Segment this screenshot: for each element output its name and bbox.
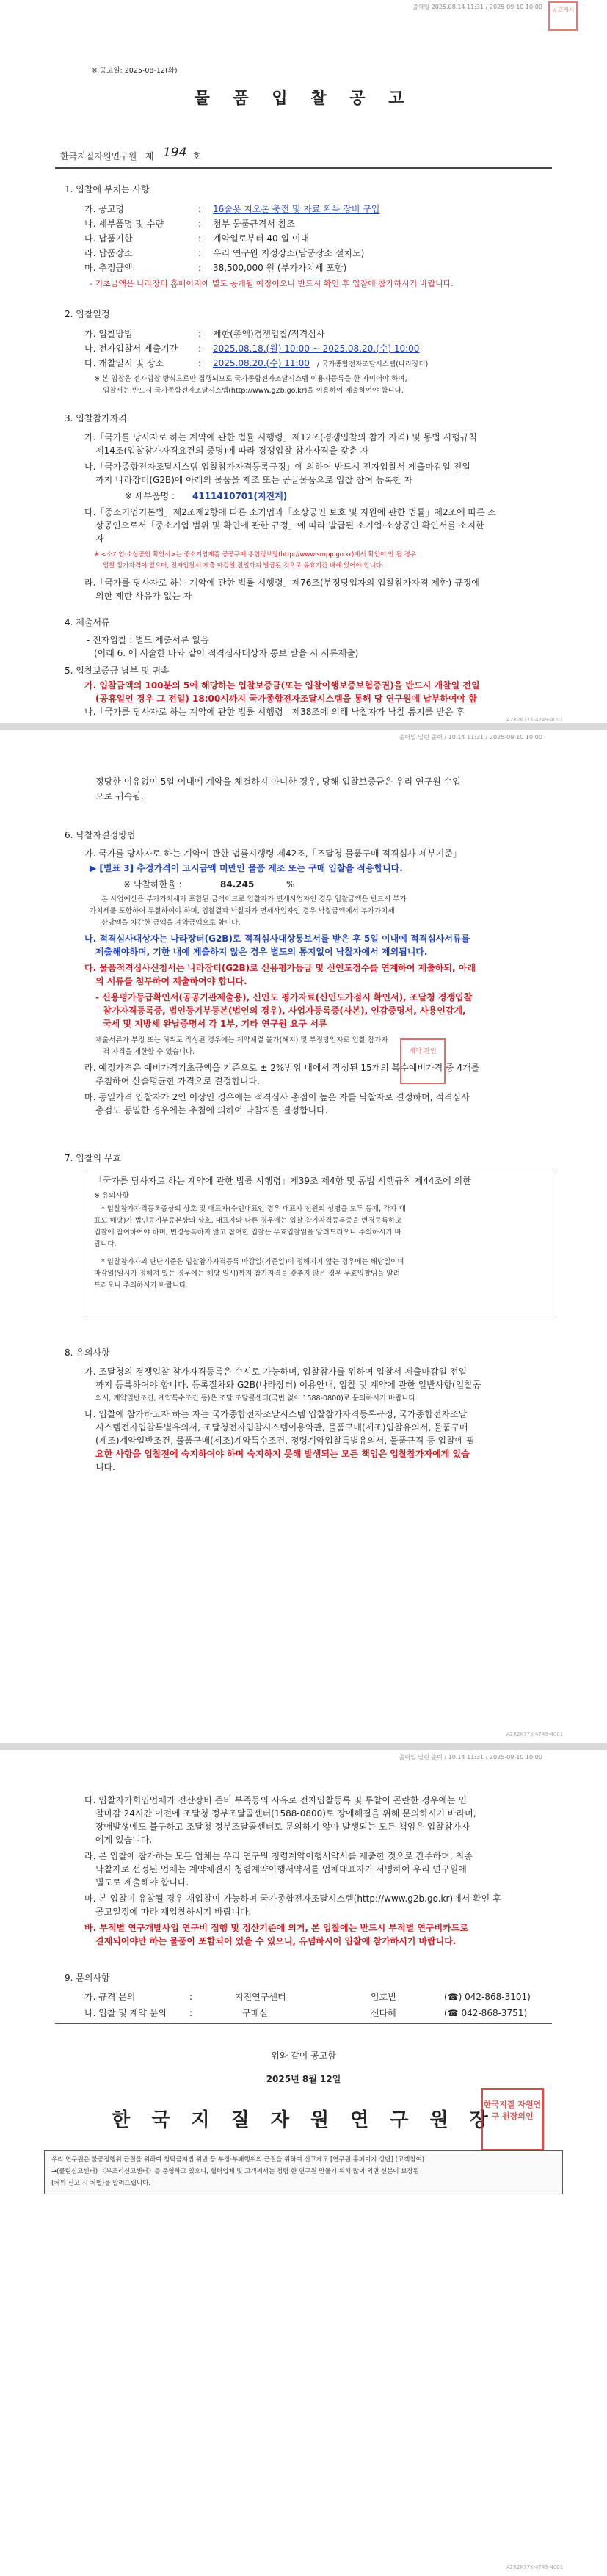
- doc-code-1: A2R2K77X-4749-4001: [506, 717, 564, 723]
- sec8-da-3: 장애발생에도 불구하고 조달청 정부조달콜센터로 문의하지 않아 발생되는 모든 책임은 입찰참가자: [95, 1822, 470, 1832]
- contract-stamp: 계약 관인: [400, 1038, 446, 1084]
- item-value: 4111410701(지진계): [192, 491, 288, 501]
- sec8-na-4: 요한 사항을 입찰전에 숙지하여야 하며 숙지하지 못해 발생되는 모든 책임은 입찰참가자에게 있습: [95, 1449, 470, 1459]
- sec8-ba-1: 바. 부적별 연구개발사업 연구비 집행 및 정산기준에 의거, 본 입찰에는 반드시 부적별 연구비카드로: [84, 1923, 468, 1933]
- sec7-box-1: 「국가를 당사자로 하는 계약에 관한 법률 시행령」제39조 제4항 및 동법 시행규칙 제44조에 의한: [94, 1176, 471, 1186]
- sec1-value-2: 계약일로부터 40 일 이내: [213, 233, 310, 244]
- sec3-ga-2: 제14조(입찰참가자격요건의 증명)에 따라 경쟁입찰 참가자격을 갖춘 자: [95, 445, 369, 456]
- sec2-label-0: 가. 입찰방법: [84, 329, 133, 339]
- integrity-line-1: 우리 연구원은 불공정행위 근절을 위하여 청탁금지법 위반 등 부정·부패행위의 근절을 위하여 신고제도 [연구원 홈페이지 상단] (고객참여): [51, 2156, 425, 2164]
- sec7-box-3: * 입찰참가자격등록증상의 상호 및 대표자(수인대표인 경우 대표자 전원의 성명을 모두 등재, 각자 대: [101, 1205, 406, 1213]
- inquiry-tel-1: (☎ 042-868-3751): [444, 2008, 528, 2018]
- sec3-na-2: 까지 나라장터(G2B)에 아래의 물품을 제조 또는 공급물품으로 입찰 참여 등록한 자: [95, 475, 413, 485]
- inquiry-name-0: 임호빈: [371, 1992, 396, 2002]
- open-place: / 국가종합전자조달시스템(나라장터): [317, 360, 429, 368]
- sec6-ra-1: 라. 예정가격은 예비가격기초금액을 기준으로 ± 2%범위 내에서 작성된 15개의 복수예비가격 중 4개를: [84, 1063, 480, 1073]
- sec7-box-6: 랍니다.: [94, 1240, 117, 1248]
- closing-line: 위와 같이 공고함: [271, 2051, 336, 2061]
- sec6-ra-2: 추첨하여 산술평균한 가격으로 결정합니다.: [95, 1076, 260, 1086]
- sec6-heading: 6. 낙찰자결정방법: [65, 830, 136, 840]
- sec1-value-0: 16술옷 지오톤 충전 및 자료 획득 장비 구입: [213, 204, 380, 214]
- print-info-3: 출력일 밀린 출력 / 10.14 11:31 / 2025-09-10 10:00: [399, 1754, 542, 1761]
- sec7-box-4: 표도 해당)가 법인등기부등본상의 상호, 대표자와 다른 경우에는 입찰 참가자격등록증을 변경등록하고: [94, 1217, 402, 1225]
- invalid-bid-box: [87, 1171, 556, 1317]
- signature-line: 한 국 지 질 자 원 연 구 원 장: [112, 2109, 495, 2131]
- sec8-na-5: 니다.: [95, 1462, 115, 1472]
- sec2-heading: 2. 입찰일정: [65, 309, 110, 319]
- sec8-ma-1: 마. 본 입찰이 유찰될 경우 재입찰이 가능하며 국가종합전자조달시스템(http://www.g2b.go.kr)에서 확인 후: [84, 1893, 501, 1904]
- print-info: 출력일 2025.08.14 11:31 / 2025-09-10 10:00: [412, 4, 542, 10]
- org-ho: 호: [192, 151, 201, 161]
- sec2-note-1: ※ 본 입찰은 전자입찰 방식으로만 집행되므로 국가종합전자조달시스템 이용자등록을 한 자이어야 하며,: [94, 375, 407, 383]
- sec2-note-2: 입찰서는 반드시 국가종합전자조달시스템(http://www.g2b.go.kr)을 이용하여 제출하여야 합니다.: [103, 387, 404, 395]
- sec8-da-2: 찰마감 24시간 이전에 조달청 정부조달콜센터(1588-0800)로 장애해결을 위해 문의하시기 바라며,: [95, 1808, 476, 1819]
- inquiry-name-1: 신다혜: [371, 2008, 396, 2018]
- integrity-line-2: →(클린신고센터) 〈부조리신고센터〉를 운영하고 있으니, 협력업체 및 고객께서는 청렴 한 연구원 만들기 위해 많이 외면 신분이 보장됨: [51, 2168, 419, 2175]
- sec5-na-1: 나.「국가를 당사자로 하는 계약에 관한 법률 시행령」제38조에 의해 낙찰자가 낙찰 통지를 받은 후: [84, 707, 465, 717]
- sec6-docs-note-2: 격 자격을 제한할 수 있습니다.: [103, 1048, 195, 1056]
- sec5-ga-1: 가. 입찰금액의 100분의 5에 해당하는 입찰보증금(또는 입찰이행보증보험증권)을 반드시 개찰일 전일: [84, 680, 480, 691]
- inquiry-dept-1: 구매실: [242, 2008, 268, 2018]
- sec6-ga-2: ▶ [별표 3] 추정가격이 고시금액 미만인 물품 제조 또는 구매 입찰을 적용합니다.: [90, 863, 403, 873]
- sec2-label-2: 다. 개찰일시 및 장소: [84, 358, 164, 368]
- sec6-docs-1: - 신용평가등급확인서(공공기관제출용), 신인도 평가자료(신인도가점시 확인서), 조달청 경쟁입찰: [95, 992, 473, 1003]
- sec3-da-1: 다.「중소기업기본법」제2조제2항에 따른 소기업과「소상공인 보호 및 지원에 관한 법률」제2조에 따른 소: [84, 507, 497, 517]
- sec5-heading: 5. 입찰보증금 납부 및 귀속: [65, 666, 170, 676]
- inquiry-dept-0: 지진연구센터: [235, 1992, 286, 2002]
- sec8-na-3: (제조)계약일반조건, 물품구매(제조)계약특수조건, 정령계약입찰특별유의서, 물품규격 등 입찰에 필: [95, 1436, 475, 1446]
- document-page-1: 출력일 2025.08.14 11:31 / 2025-09-10 10:00 공고게시 ※ 공고일: 2025-08-12(화) 물 품 입 찰 공 고 한국지질자원연구원 제 194 호 1. 입찰에 부치는 사항 가. 공고명 : 16술옷 지오톤 충전 및 자료 획득 장비 구입 나. 세부품명 및 수량 : 첨부 물품규격서 참조 다. 납품기한 : 계약일로부터 40 일 이내 라. 납품장소 : 우리 연구원 지정장소(남품장소 설치도) 마. 추정금액 : 38,500,000 원 (부가가치세 포함) - 기초금액은 나라장터 홈페이지에 별도 공개될 예정이오니 반드시 확인 후 입찰에 참가하시기 바랍니다. 2. 입찰일정 가. 입찰방법 : 제한(총액)경쟁입찰/적격심사 나. 전자입찰서 제출기간 : 2025.08.18.(월) 10:00 ~ 2025.08.20.(수) 10:00 다. 개찰일시 및 장소 : 2025.08.20.(수) 11:00 / 국가종합전자조달시스템(나라장터) ※ 본 입찰은 전자입찰 방식으로만 집행되므로 국가종합전자조달시스템 이용자등록을 한 자이어야 하며, 입찰서는 반드시 국가종합전자조달시스템(http://www.g2b.go.kr)을 이용하여 제출하여야 합니다. 3. 입찰참가자격 가.「국가를 당사자로 하는 계약에 관한 법률 시행령」제12조(경쟁입찰의 참가 자격) 및 동법 시행규칙 제14조(입찰참가자격요건의 증명)에 따라 경쟁입찰 참가자격을 갖춘 자 나.「국가종합전자조달시스템 입찰참가자격등록규정」에 의하여 반드시 전자입찰서 제출마감일 전일 까지 나라장터(G2B)에 아래의 물품을 제조 또는 공급물품으로 입찰 참여 등록한 자 ※ 세부품명 : 4111410701(지진계) 다.「중소기업기본법」제2조제2항에 따른 소기업과「소상공인 보호 및 지원에 관한 법률」제2조에 따른 소 상공인으로서「중소기업 범위 및 확인에 관한 규정」에 따라 발급된 소기업·소상공인 확인서를 소지한 자 ※ <소기업·소상공인 확인서>는 중소기업제품 공공구매 종합정보망(http://www.smpp.go.kr)에서 확인이 안 될 경우 입찰 참가자격이 없으며, 전자입찰서 제출 마감일 전일까지 발급된 것으로 유효기간 내에 있어야 합니다. 라.「국가를 당사자로 하는 계약에 관한 법률 시행령」제76조(부정당업자의 입찰참가자격 제한) 규정에 의한 제한 사유가 없는 자 4. 제출서류 - 전자입찰 : 별도 제출서류 없음 (이래 6. 에 서술한 바와 같이 적격심사대상자 통보 받을 시 서류제출) 5. 입찰보증금 납부 및 귀속 가. 입찰금액의 100분의 5에 해당하는 입찰보증금(또는 입찰이행보증보험증권)을 반드시 개찰일 전일 (공휴일인 경우 그 전일) 18:00시까지 국가종합전자조달시스템을 통해 당 연구원에 납부하여야 함 나.「국가를 당사자로 하는 계약에 관한 법률 시행령」제38조에 의해 낙찰자가 낙찰 통지를 받은 후 A2R2K77X-4749-4001: [0, 0, 607, 723]
- sec6-na-1: 나. 적격심사대상자는 나라장터(G2B)로 적격심사대상통보서를 받은 후 5일 이내에 적격심사서류를: [84, 934, 470, 944]
- doc-code-2: A2R2K77X-4749-4001: [506, 1731, 564, 1737]
- sec8-da-4: 에게 있습니다.: [95, 1835, 153, 1845]
- notice-date: ※ 공고일: 2025-08-12(화): [92, 67, 178, 75]
- sec6-ga-note-3: 상당액을 차감한 금액을 계약금액으로 합니다.: [101, 919, 241, 927]
- sec2-label-1: 나. 전자입찰서 제출기간: [84, 343, 178, 354]
- sec3-da-3: 자: [95, 534, 104, 544]
- sec7-box-9: 드리오니 주의하시기 바랍니다.: [94, 1281, 189, 1289]
- sec5-na-3: 으로 귀속됨.: [95, 791, 144, 801]
- sec3-ga-1: 가.「국가를 당사자로 하는 계약에 관한 법률 시행령」제12조(경쟁입찰의 참가 자격) 및 동법 시행규칙: [84, 432, 477, 443]
- inquiry-label-1: 나. 입찰 및 계약 문의: [84, 2008, 167, 2018]
- print-info-2: 출력일 밀린 출력 / 10.14 11:31 / 2025-09-10 10:00: [399, 734, 542, 741]
- official-seal: 한국지질 자원연구 원장의인: [481, 2088, 544, 2151]
- notice-title: 물 품 입 찰 공 고: [194, 90, 413, 108]
- sec6-ma-1: 마. 동일가격 입찰자가 2인 이상인 경우에는 적격심사 총점이 높은 자를 낙찰자로 결정하며, 적격심사: [84, 1092, 470, 1102]
- sec8-ra-1: 라. 본 입찰에 참가하는 모든 업체는 우리 연구원 청렴계약이행서약서를 제출한 것으로 간주하며, 최종: [84, 1851, 473, 1861]
- notice-date-final: 2025년 8월 12일: [266, 2074, 341, 2084]
- sec1-value-1: 첨부 물품규격서 참조: [213, 219, 295, 229]
- sec5-ga-2: (공휴일인 경우 그 전일) 18:00시까지 국가종합전자조달시스템을 통해 당 연구원에 납부하여야 함: [95, 694, 477, 704]
- sec6-ga-note-1: 본 사업예산은 부가가치세가 포함된 금액이므로 입찰자가 면세사업자인 경우 입찰금액은 반드시 부가: [101, 895, 407, 903]
- sec7-heading: 7. 입찰의 무효: [65, 1153, 122, 1163]
- sec7-box-7: * 입찰참가자의 판단기준은 입찰참가자격등록 마감일(기준일)이 정해지지 않는 경우에는 해당일이며: [101, 1258, 404, 1266]
- sec8-na-2: 시스템전자입찰특별유의서, 조달청전자입찰시스템이용약관, 물품구매(제조)입찰유의서, 물품구매: [95, 1422, 468, 1433]
- document-page-2: [0, 730, 607, 1743]
- integrity-line-3: (처위 신고 시 처벌)을 알려드립니다.: [51, 2180, 151, 2187]
- rate-unit: %: [286, 879, 295, 889]
- sec8-heading: 8. 유의사항: [65, 1347, 110, 1358]
- sec8-ga-3: 의서, 계약일반조건, 계약특수조건 등)은 조달 조달콜센터(국번 없이 1588-0800)로 문의하시기 바랍니다.: [95, 1394, 418, 1402]
- sec1-label-2: 다. 납품기한: [84, 233, 133, 244]
- sec8-ga-2: 까지 등록하여야 합니다. 등록절차와 G2B(나라장터) 이용안내, 입찰 및 계약에 관한 일반사항(입찰공: [95, 1380, 481, 1390]
- sec7-box-5: 입찰에 참여하여야 하며, 변경등록하지 않고 참여한 입찰은 무효입찰임을 알려드리오니 주의하시기 바: [94, 1229, 401, 1237]
- sec8-na-1: 나. 입찰에 참가하고자 하는 자는 국가종합전자조달시스템 입찰참가자격등록규정, 국가종합전자조달: [84, 1409, 468, 1419]
- sec4-line-1: - 전자입찰 : 별도 제출서류 없음: [87, 635, 209, 645]
- sec1-label-3: 라. 납품장소: [84, 248, 133, 258]
- sec8-ma-2: 공고일정에 따라 재입찰하시기 바랍니다.: [95, 1907, 252, 1917]
- org-je: 제: [145, 151, 154, 161]
- divider: [55, 167, 552, 169]
- sec8-ra-3: 별도로 제출해야 합니다.: [95, 1877, 189, 1888]
- sec1-label-1: 나. 세부품명 및 수량: [84, 219, 164, 229]
- sec4-heading: 4. 제출서류: [65, 617, 110, 627]
- rate-label: ※ 낙찰하한율 :: [123, 879, 182, 889]
- sec7-box-2: ※ 유의사항: [94, 1192, 129, 1200]
- document-page-3: 출력일 밀린 출력 / 10.14 11:31 / 2025-09-10 10:00 다. 입찰자가회입업체가 전산장비 준비 부족등의 사유로 전자입찰등록 및 투찰이 곤란한 경우에는 입 찰마감 24시간 이전에 조달청 정부조달콜센터(1588-0800)로 장애해결을 위해 문의하시기 바라며, 장애발생에도 불구하고 조달청 정부조달콜센터로 문의하지 않아 발생되는 모든 책임은 입찰참가자 에게 있습니다. 라. 본 입찰에 참가하는 모든 업체는 우리 연구원 청렴계약이행서약서를 제출한 것으로 간주하며, 최종 낙찰자로 선정된 업체는 계약체결시 청렴계약이행서약서를 업체대표자가 서명하여 우리 연구원에 별도로 제출해야 합니다. 마. 본 입찰이 유찰될 경우 재입찰이 가능하며 국가종합전자조달시스템(http://www.g2b.go.kr)에서 확인 후 공고일정에 따라 재입찰하시기 바랍니다. 바. 부적별 연구개발사업 연구비 집행 및 정산기준에 의거, 본 입찰에는 반드시 부적별 연구비카드로 결제되어야만 하는 물품이 포함되어 있을 수 있으니, 유념하시어 입찰에 참가하시기 바랍니다. 9. 문의사항 가. 규격 문의 : 지진연구센터 임호빈 (☎) 042-868-3101) 나. 입찰 및 계약 문의 : 구매실 신다혜 (☎ 042-868-3751) 위와 같이 공고함 2025년 8월 12일 한 국 지 질 자 원 연 구 원 장 한국지질 자원연구 원장의인 우리 연구원은 불공정행위 근절을 위하여 청탁금지법 위반 등 부정·부패행위의 근절을 위하여 신고제도 [연구원 홈페이지 상단] (고객참여) →(클린신고센터) 〈부조리신고센터〉를 운영하고 있으니, 협력업체 및 고객께서는 청렴 한 연구원 만들기 위해 많이 외면 신분이 보장됨 (처위 신고 시 처벌)을 알려드립니다. A2R2K77X-4749-4001: [0, 1750, 607, 2576]
- sec8-da-1: 다. 입찰자가회입업체가 전산장비 준비 부족등의 사유로 전자입찰등록 및 투찰이 곤란한 경우에는 입: [84, 1795, 468, 1805]
- sec9-heading: 9. 문의사항: [65, 1973, 110, 1983]
- org-name: 한국지질자원연구원: [60, 151, 137, 161]
- doc-code-3: A2R2K77X-4749-4001: [506, 2564, 564, 2570]
- sec1-value-3: 우리 연구원 지정장소(남품장소 설치도): [213, 248, 365, 258]
- sec2-value-1: 2025.08.18.(월) 10:00 ~ 2025.08.20.(수) 10:00: [213, 343, 420, 354]
- sec3-heading: 3. 입찰참가자격: [65, 413, 127, 423]
- sec3-ra-2: 의한 제한 사유가 없는 자: [95, 591, 192, 601]
- sec4-line-2: (이래 6. 에 서술한 바와 같이 적격심사대상자 통보 받을 시 서류제출): [94, 648, 359, 658]
- sec3-da-2: 상공인으로서「중소기업 범위 및 확인에 관한 규정」에 따라 발급된 소기업·소상공인 확인서를 소지한: [95, 520, 484, 531]
- sec6-ga-note-2: 가치세를 포함하여 투찰하여야 하며, 입찰결과 낙찰자가 면세사업자인 경우 낙찰금액에서 부가가치세: [90, 907, 395, 915]
- sec1-heading: 1. 입찰에 부치는 사항: [65, 184, 150, 194]
- rate-value: 84.245: [220, 879, 255, 889]
- sec6-docs-2: 참가자격등록증, 법인등기부등본(법인의 경우), 사업자등록증(사본), 인감증명서, 사용인감계,: [103, 1005, 466, 1016]
- inquiry-tel-0: (☎) 042-868-3101): [444, 1992, 531, 2002]
- sec2-value-0: 제한(총액)경쟁입찰/적격심사: [213, 329, 325, 339]
- sec3-na-1: 나.「국가종합전자조달시스템 입찰참가자격등록규정」에 의하여 반드시 전자입찰서 제출마감일 전일: [84, 462, 470, 472]
- sec1-label-4: 마. 추정금액: [84, 263, 133, 273]
- inquiry-label-0: 가. 규격 문의: [84, 1992, 136, 2002]
- sec8-ga-1: 가. 조달청의 경쟁입찰 참가자격등록은 수시로 가능하며, 입찰참가를 위하여 입찰서 제출마감일 전일: [84, 1367, 468, 1377]
- sec8-ba-2: 결제되어야만 하는 물품이 포함되어 있을 수 있으니, 유념하시어 입찰에 참가하시기 바랍니다.: [95, 1936, 457, 1946]
- sec6-na-2: 제출해야하며, 기한 내에 제출하지 않은 경우 별도의 통지없이 낙찰자에서 제외됩니다.: [95, 947, 428, 957]
- sec1-note: - 기초금액은 나라장터 홈페이지에 별도 공개될 예정이오니 반드시 확인 후 입찰에 참가하시기 바랍니다.: [90, 279, 454, 288]
- sec1-value-4: 38,500,000 원 (부가가치세 포함): [213, 263, 347, 273]
- item-label: ※ 세부품명 :: [125, 491, 175, 501]
- sec2-value-2: 2025.08.20.(수) 11:00: [213, 358, 310, 368]
- sec3-da-note-2: 입찰 참가자격이 없으며, 전자입찰서 제출 마감일 전일까지 발급된 것으로 유효기간 내에 있어야 합니다.: [103, 562, 384, 570]
- posting-stamp: 공고게시: [548, 1, 578, 31]
- sec6-docs-3: 국세 및 지방세 완납증명서 각 1부, 기타 연구원 요구 서류: [103, 1019, 327, 1029]
- sec3-ra-1: 라.「국가를 당사자로 하는 계약에 관한 법률 시행령」제76조(부정당업자의 입찰참가자격 제한) 규정에: [84, 578, 480, 588]
- notice-number: 194: [163, 145, 187, 160]
- sec3-da-note-1: ※ <소기업·소상공인 확인서>는 중소기업제품 공공구매 종합정보망(http://www.smpp.go.kr)에서 확인이 안 될 경우: [94, 551, 416, 559]
- divider: [55, 2023, 552, 2024]
- sec5-na-2: 정당한 이유없이 5일 이내에 계약을 체결하지 아니한 경우, 당해 입찰보증금은 우리 연구원 수입: [95, 776, 461, 787]
- sec6-ma-2: 총점도 동일한 경우에는 추첨에 의하여 낙찰자를 결정합니다.: [95, 1105, 328, 1116]
- sec7-box-8: 마감일(일시가 정해져 있는 경우에는 해당 일시)까지 참가자격을 갖추지 않은 경우 무효입찰임을 알려: [94, 1270, 400, 1278]
- sec6-ga-1: 가. 국가를 당사자로 하는 계약에 관한 법률시행령 제42조,「조달청 물품구매 적격심사 세부기준」: [84, 848, 462, 859]
- sec6-docs-note-1: 제출서류가 부정 또는 허위로 작성된 경우에는 계약체결 불가(해지) 및 부정당업자로 입찰 참가자: [95, 1036, 388, 1044]
- sec6-da-1: 다. 물품적격심사신청서는 나라장터(G2B)로 신용평가등급 및 신인도정수를 연계하여 제출하되, 아래: [84, 963, 476, 973]
- sec1-label-0: 가. 공고명: [84, 204, 124, 214]
- sec8-ra-2: 낙찰자로 선정된 업체는 계약체결시 청렴계약이행서약서를 업체대표자가 서명하여 우리 연구원에: [95, 1864, 467, 1874]
- sec6-da-2: 의 서류를 첨부하여 제출하여야 합니다.: [95, 976, 247, 986]
